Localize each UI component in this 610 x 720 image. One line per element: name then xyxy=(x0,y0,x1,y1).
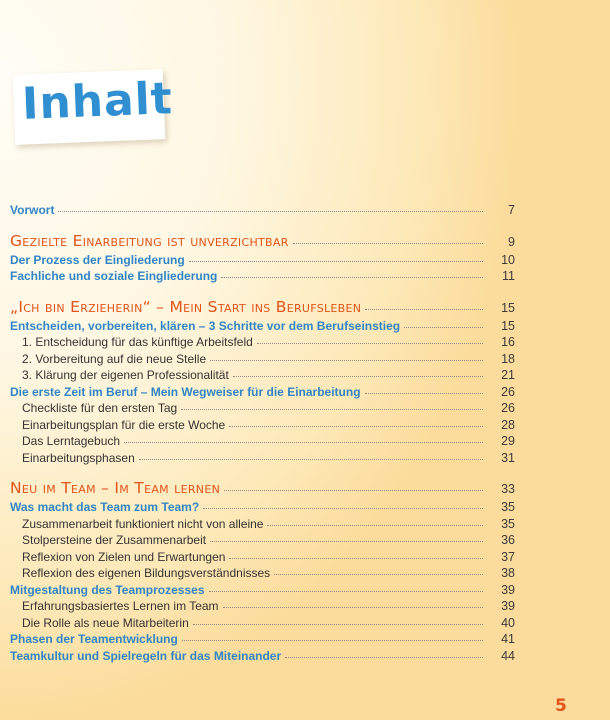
toc-entry[interactable] xyxy=(10,631,515,648)
toc-entry[interactable] xyxy=(10,499,515,516)
toc-chapter[interactable] xyxy=(10,298,515,318)
toc-entry-title: Reflexion des eigenen Bildungsverständnisses xyxy=(22,566,271,580)
toc-entry-title: Das Lerntagebuch xyxy=(22,434,121,448)
toc-entry-page: 41 xyxy=(501,632,515,646)
dot-leader xyxy=(404,326,483,328)
dot-leader xyxy=(181,408,483,410)
toc-entry-page: 39 xyxy=(501,599,515,613)
dot-leader xyxy=(365,392,483,394)
toc-entry-title: Die Rolle als neue Mitarbeiterin xyxy=(22,615,189,630)
dot-leader xyxy=(293,242,483,244)
page-number: 5 xyxy=(555,696,567,716)
toc-entry-title: Zusammenarbeit funktioniert nicht von alleine xyxy=(22,516,264,531)
dot-leader xyxy=(189,260,483,262)
dot-leader xyxy=(267,524,483,526)
toc-subentry[interactable] xyxy=(10,565,515,582)
toc-entry-page: 38 xyxy=(501,566,515,580)
toc-chapter-title: Gezielte Einarbeitung ist unverzichtbar xyxy=(10,231,289,250)
toc-entry-title: Checkliste für den ersten Tag xyxy=(22,401,178,415)
table-of-contents xyxy=(10,202,515,664)
toc-entry-title: Reflexion von Zielen und Erwartungen xyxy=(22,549,226,564)
dot-leader xyxy=(209,590,484,592)
toc-entry[interactable] xyxy=(10,202,515,219)
toc-entry-page: 33 xyxy=(501,482,515,496)
dot-leader xyxy=(210,540,483,542)
toc-entry[interactable] xyxy=(10,582,515,599)
toc-entry-title: Phasen der Teamentwicklung xyxy=(10,632,178,646)
toc-entry-page: 29 xyxy=(501,434,515,448)
toc-subentry[interactable] xyxy=(10,400,515,417)
toc-entry-title: Teamkultur und Spielregeln für das Miteinander xyxy=(10,648,282,663)
toc-subentry[interactable] xyxy=(10,433,515,450)
dot-leader xyxy=(58,210,483,212)
toc-subentry[interactable] xyxy=(10,549,515,566)
toc-entry-page: 21 xyxy=(501,368,515,382)
toc-entry-page: 16 xyxy=(501,335,515,349)
toc-entry[interactable] xyxy=(10,384,515,401)
dot-leader xyxy=(229,557,483,559)
toc-entry-title: Die erste Zeit im Beruf – Mein Wegweiser für die Einarbeitung xyxy=(10,384,361,399)
toc-entry-title: Einarbeitungsphasen xyxy=(22,450,135,465)
toc-entry-title: 3. Klärung der eigenen Professionalität xyxy=(22,368,229,382)
toc-subentry[interactable] xyxy=(10,615,515,632)
dot-leader xyxy=(139,458,483,460)
dot-leader xyxy=(203,507,483,509)
toc-subentry[interactable] xyxy=(10,367,515,384)
toc-subentry[interactable] xyxy=(10,450,515,467)
toc-entry-page: 15 xyxy=(501,300,515,315)
toc-chapter[interactable] xyxy=(10,479,515,499)
toc-entry-page: 37 xyxy=(501,549,515,564)
toc-entry-title: Erfahrungsbasiertes Lernen im Team xyxy=(22,599,219,613)
toc-entry[interactable] xyxy=(10,252,515,269)
toc-entry-page: 9 xyxy=(508,234,515,249)
dot-leader xyxy=(221,276,483,278)
dot-leader xyxy=(182,639,483,641)
toc-entry-page: 18 xyxy=(501,351,515,366)
toc-entry-page: 7 xyxy=(508,203,515,217)
dot-leader xyxy=(210,359,483,361)
dot-leader xyxy=(193,623,483,625)
dot-leader xyxy=(223,606,483,608)
toc-entry-page: 39 xyxy=(501,582,515,597)
page-title: Inhalt xyxy=(21,73,174,130)
toc-entry-page: 15 xyxy=(501,318,515,333)
toc-entry-page: 35 xyxy=(501,500,515,514)
toc-entry-page: 28 xyxy=(501,417,515,432)
toc-subentry[interactable] xyxy=(10,598,515,615)
toc-subentry[interactable] xyxy=(10,516,515,533)
toc-entry-page: 36 xyxy=(501,533,515,547)
toc-subentry[interactable] xyxy=(10,417,515,434)
dot-leader xyxy=(274,573,483,575)
toc-subentry[interactable] xyxy=(10,532,515,549)
toc-entry-title: Vorwort xyxy=(10,203,55,217)
toc-entry-title: Einarbeitungsplan für die erste Woche xyxy=(22,417,226,432)
toc-entry-title: Entscheiden, vorbereiten, klären – 3 Schritte vor dem Berufseinstieg xyxy=(10,318,401,333)
toc-entry-page: 40 xyxy=(501,615,515,630)
toc-entry[interactable] xyxy=(10,318,515,335)
toc-entry-title: Was macht das Team zum Team? xyxy=(10,500,200,514)
dot-leader xyxy=(257,342,483,344)
toc-entry-page: 26 xyxy=(501,384,515,399)
toc-entry-page: 26 xyxy=(501,401,515,415)
toc-entry-page: 35 xyxy=(501,516,515,531)
toc-entry-title: 2. Vorbereitung auf die neue Stelle xyxy=(22,351,207,366)
dot-leader xyxy=(365,308,483,310)
toc-entry-title: 1. Entscheidung für das künftige Arbeitsfeld xyxy=(22,335,253,349)
toc-entry-page: 11 xyxy=(502,269,515,283)
toc-subentry[interactable] xyxy=(10,351,515,368)
toc-entry-title: Fachliche und soziale Eingliederung xyxy=(10,269,218,283)
dot-leader xyxy=(233,375,483,377)
toc-subentry[interactable] xyxy=(10,334,515,351)
toc-entry[interactable] xyxy=(10,648,515,665)
toc-entry-title: Der Prozess der Eingliederung xyxy=(10,252,185,267)
toc-entry-page: 10 xyxy=(501,252,515,267)
dot-leader xyxy=(124,441,483,443)
dot-leader xyxy=(224,489,483,491)
toc-entry-page: 31 xyxy=(501,450,515,465)
toc-entry-title: Mitgestaltung des Teamprozesses xyxy=(10,582,205,597)
toc-chapter[interactable] xyxy=(10,232,515,252)
toc-chapter-title: „Ich bin Erzieherin“ – Mein Start ins Berufsleben xyxy=(10,297,362,316)
toc-entry-title: Stolpersteine der Zusammenarbeit xyxy=(22,533,207,547)
dot-leader xyxy=(285,656,483,658)
toc-entry[interactable] xyxy=(10,268,515,285)
toc-entry-page: 44 xyxy=(501,648,515,663)
toc-chapter-title: Neu im Team – Im Team lernen xyxy=(10,479,221,497)
dot-leader xyxy=(229,425,483,427)
